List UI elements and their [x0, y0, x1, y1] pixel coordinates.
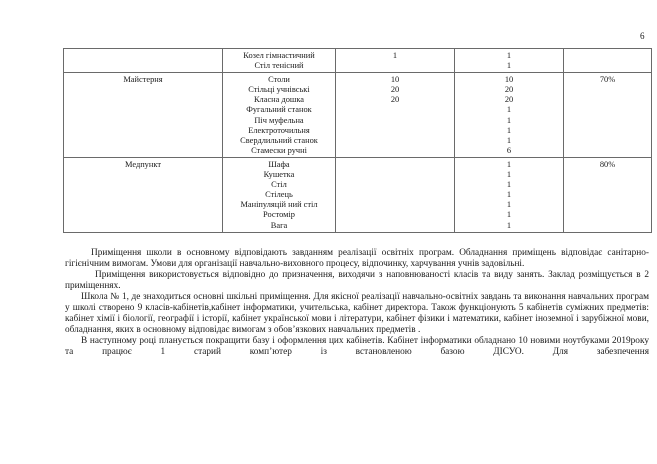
room-cell — [64, 157, 223, 232]
available-cell — [455, 73, 564, 158]
available-cell — [455, 49, 564, 73]
items-cell-line: Вага — [270, 220, 288, 230]
items-cell-line: Піч муфельна — [254, 115, 304, 125]
available-cell-line: 1 — [506, 135, 512, 145]
items-cell-line: Ростомір — [263, 210, 295, 220]
items-cell-line: Електроточильня — [248, 125, 310, 135]
quantity-cell — [336, 49, 455, 73]
percent-cell — [564, 157, 652, 232]
available-cell — [455, 157, 564, 232]
items-cell — [223, 49, 336, 73]
paragraph-usage: Приміщення використовується відповідно до призначення, виходячи з наповнюваності класів та виду занять. Заклад розміщується в 2 приміщеннях. — [65, 270, 649, 291]
items-cell-line: Столи — [268, 75, 290, 85]
room-cell-text: Майстерня — [123, 75, 163, 85]
available-cell-line: 1 — [506, 190, 512, 200]
available-cell-line: 1 — [506, 180, 512, 190]
available-cell-line: 1 — [506, 125, 512, 135]
quantity-cell — [336, 157, 455, 232]
paragraph-premises: Приміщення школи в основному відповідають завданням реалізації освітніх програм. Обладнання приміщень відповідає санітарно-гігієнічним вимогам. Умови для організації навчально-виховного процесу, відпочинку, харчування учнів задовільні. — [65, 248, 649, 269]
available-cell-line: 1 — [506, 220, 512, 230]
items-cell-line: Козел гімнастичний — [243, 51, 315, 60]
items-cell-line: Стіл тенісний — [254, 61, 304, 71]
quantity-cell-line: 1 — [392, 51, 398, 60]
available-cell-line: 1 — [506, 105, 512, 115]
available-cell-line: 6 — [506, 145, 512, 155]
items-cell-line: Класна дошка — [253, 95, 305, 105]
body-text — [65, 248, 649, 358]
available-cell-line: 1 — [506, 200, 512, 210]
equipment-table — [63, 48, 652, 233]
table-row — [64, 49, 652, 73]
available-cell-line: 1 — [506, 51, 512, 60]
available-cell-line: 1 — [506, 170, 512, 180]
available-cell-line: 1 — [506, 159, 512, 169]
paragraph-next-year: В наступному році планується покращити базу і оформлення цих кабінетів. Кабінет інформатики обладнано 10 новими ноутбуками 2019року та працює 1 старий комп’ютер із встановленою базою ДІСУО. Для забезпечення — [65, 336, 649, 357]
paragraph-school-1: Школа № 1, де знаходиться основні шкільні приміщення. Для якісної реалізації навчально-освітніх завдань та виконання навчальних програм у школі створено 9 класів-кабінетів,кабінет інформатики, учительська, кабінет директора. Також функціонують 5 кабінетів суміжних предметів: кабінет хімії і біології, географії і історії, кабінет української мови і літератури, кабінет фізики і математики, кабінет іноземної і зарубіжної мови, обладнання, яких в основному відповідає вимогам з обов’язкових навчальних предметів . — [65, 292, 649, 335]
quantity-cell-line: 20 — [390, 85, 400, 95]
quantity-cell-line: 10 — [390, 75, 400, 85]
available-cell-line: 1 — [506, 61, 512, 71]
available-cell-line: 1 — [506, 210, 512, 220]
items-cell-line: Фугальний станок — [246, 105, 312, 115]
items-cell-line: Стілець — [265, 190, 293, 200]
room-cell — [64, 49, 223, 73]
percent-cell — [564, 73, 652, 158]
items-cell-line: Кушетка — [263, 170, 295, 180]
items-cell-line: Свердлильний станок — [240, 135, 318, 145]
items-cell-line: Стільці учнівські — [248, 85, 310, 95]
available-cell-line: 20 — [504, 85, 514, 95]
room-cell-text: Медпункт — [125, 159, 161, 169]
room-cell — [64, 73, 223, 158]
items-cell-line: Стамески ручні — [251, 145, 307, 155]
items-cell — [223, 73, 336, 158]
items-cell-line: Стіл — [271, 180, 287, 190]
items-cell-line: Шафа — [268, 159, 290, 169]
table-row — [64, 73, 652, 158]
quantity-cell — [336, 73, 455, 158]
percent-cell-text: 70% — [599, 75, 616, 85]
percent-cell — [564, 49, 652, 73]
available-cell-line: 20 — [504, 95, 514, 105]
available-cell-line: 10 — [504, 75, 514, 85]
items-cell-line: Маніпуляцій ний стіл — [240, 200, 318, 210]
available-cell-line: 1 — [506, 115, 512, 125]
items-cell — [223, 157, 336, 232]
percent-cell-text: 80% — [599, 159, 616, 169]
quantity-cell-line: 20 — [390, 95, 400, 105]
page-number: 6 — [640, 31, 645, 41]
table-row — [64, 157, 652, 232]
